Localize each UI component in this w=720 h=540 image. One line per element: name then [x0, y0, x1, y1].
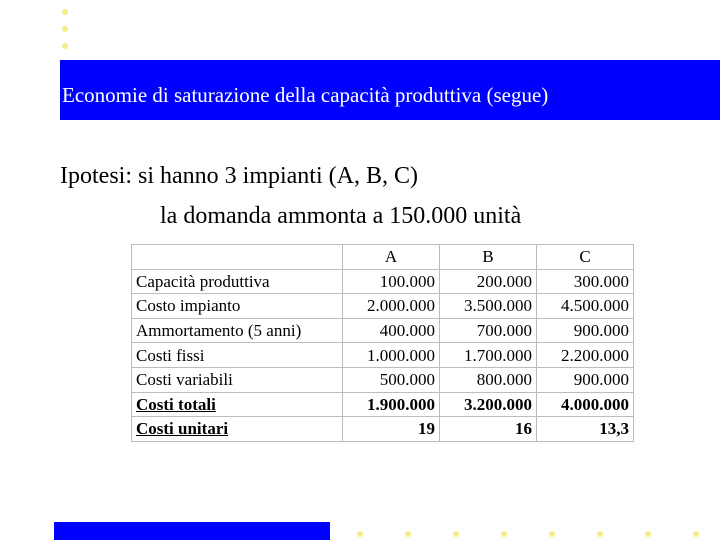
row-label: Capacità produttiva	[132, 269, 343, 294]
table-header-cell: B	[440, 245, 537, 270]
table-cell: 16	[440, 417, 537, 442]
decorative-dot	[645, 531, 651, 537]
decorative-dot	[597, 531, 603, 537]
decorative-dot	[501, 531, 507, 537]
decorative-dot	[693, 531, 699, 537]
table-cell: 800.000	[440, 367, 537, 392]
decorative-dot	[62, 43, 68, 49]
table-cell: 13,3	[537, 417, 634, 442]
table-row	[132, 294, 634, 319]
table-cell: 1.900.000	[343, 392, 440, 417]
table-row-unit-cost	[132, 417, 634, 442]
hypothesis-line-2: la domanda ammonta a 150.000 unità	[160, 203, 522, 229]
row-label: Costi variabili	[132, 367, 343, 392]
title-bar	[60, 60, 720, 120]
table-row	[132, 367, 634, 392]
decorative-dot	[405, 531, 411, 537]
table-cell: 1.700.000	[440, 343, 537, 368]
table-row	[132, 269, 634, 294]
table-cell: 300.000	[537, 269, 634, 294]
table-cell: 700.000	[440, 318, 537, 343]
slide-title: Economie di saturazione della capacità produttiva (segue)	[62, 83, 549, 107]
row-label: Costo impianto	[132, 294, 343, 319]
table-cell: 1.000.000	[343, 343, 440, 368]
footer-bar	[54, 522, 330, 540]
table-header-cell: C	[537, 245, 634, 270]
table-cell: 100.000	[343, 269, 440, 294]
row-label: Costi fissi	[132, 343, 343, 368]
hypothesis-line-1: Ipotesi: si hanno 3 impianti (A, B, C)	[60, 163, 418, 189]
table-cell: 900.000	[537, 367, 634, 392]
table-row-total	[132, 392, 634, 417]
table-cell: 2.000.000	[343, 294, 440, 319]
decorative-dot	[62, 26, 68, 32]
row-label: Costi unitari	[132, 417, 343, 442]
table-cell: 2.200.000	[537, 343, 634, 368]
decorative-dot	[453, 531, 459, 537]
table-cell: 500.000	[343, 367, 440, 392]
table-row	[132, 318, 634, 343]
table-header-row	[132, 245, 634, 270]
row-label: Ammortamento (5 anni)	[132, 318, 343, 343]
table-cell: 3.200.000	[440, 392, 537, 417]
table-cell: 200.000	[440, 269, 537, 294]
table-header-cell: A	[343, 245, 440, 270]
table-cell: 4.000.000	[537, 392, 634, 417]
table-cell: 19	[343, 417, 440, 442]
decorative-dot	[549, 531, 555, 537]
table-row	[132, 343, 634, 368]
decorative-dot	[357, 531, 363, 537]
decorative-dot	[62, 9, 68, 15]
table-cell: 3.500.000	[440, 294, 537, 319]
cost-table	[131, 244, 634, 442]
table-cell: 400.000	[343, 318, 440, 343]
table-cell: 4.500.000	[537, 294, 634, 319]
table-header-cell	[132, 245, 343, 270]
table-cell: 900.000	[537, 318, 634, 343]
row-label: Costi totali	[132, 392, 343, 417]
